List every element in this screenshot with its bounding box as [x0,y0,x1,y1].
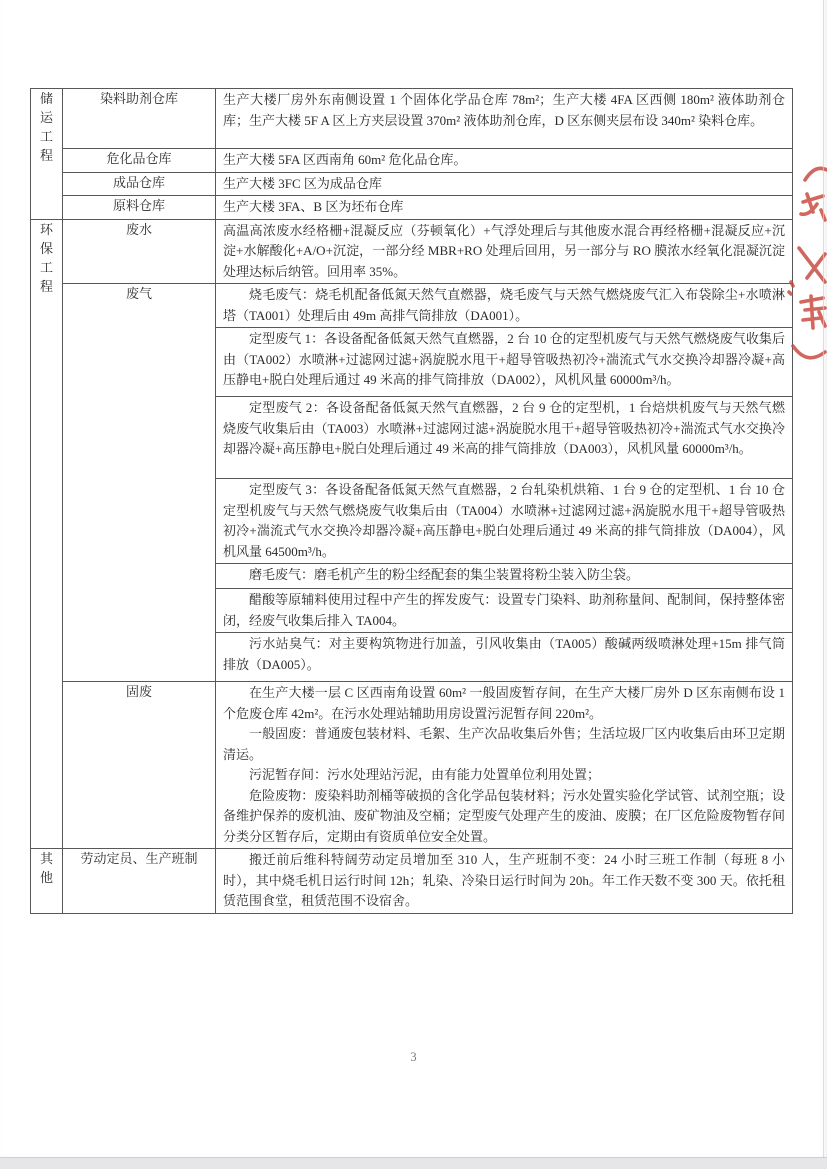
paragraph: 烧毛废气：烧毛机配备低氮天然气直燃器，烧毛废气与天然气燃烧废气汇入布袋除尘+水喷淋塔（TA001）处理后由 49m 高排气筒排放（DA001）。 [223,287,785,323]
cell-waste-gas-singeing [216,284,793,328]
table-row [31,89,793,149]
paragraph: 搬迁前后维科特阔劳动定员增加至 310 人，生产班制不变：24 小时三班工作制（每班 8 小时），其中烧毛机日运行时间 12h；轧染、冷染日运行时间为 20h。年工作天数不变 300 天。依托租赁范围食堂，租赁范围不设宿舍。 [223,852,785,908]
group-label-text: 环保工程 [39,221,53,294]
cell-waste-gas-setting-1 [216,328,793,397]
row-label-solid-waste: 固废 [63,682,216,849]
paragraph: 定型废气 2：各设备配备低氮天然气直燃器，2 台 9 仓的定型机，1 台焙烘机废气与天然气燃烧废气收集后由（TA003）水喷淋+过滤网过滤+涡旋脱水甩干+超导管吸热初冷+湍流式气水交换冷却器冷凝+高压静电+脱白处理后通过 49 米高的排气筒排放（DA003），风机风量 60000m³/h。 [223,400,785,456]
paragraph: 一般固废：普通废包装材料、毛絮、生产次品收集后外售；生活垃圾厂区内收集后由环卫定期清运。 [223,726,785,762]
cell-wastewater [216,219,793,284]
cell-solid-waste [216,682,793,849]
group-label-storage-transport [31,89,63,220]
cell-waste-gas-sewage-odor [216,633,793,682]
page-number: 3 [410,1050,417,1064]
paragraph: 定型废气 3：各设备配备低氮天然气直燃器，2 台轧染机烘箱、1 台 9 仓的定型机、1 台 10 仓定型机废气与天然气燃烧废气收集后由（TA004）水喷淋+过滤网过滤+涡旋脱水甩干+超导管吸热初冷+湍流式气水交换冷却器冷凝+高压静电+脱白处理后通过 49 米高的排气筒排放（DA004），风机风量 64500m³/h。 [223,482,785,559]
row-label-wastewater: 废水 [63,219,216,284]
paragraph: 磨毛废气：磨毛机产生的粉尘经配套的集尘装置将粉尘装入防尘袋。 [249,567,640,582]
table-row [31,284,793,328]
cell-waste-gas-setting-2 [216,397,793,479]
table-row [31,172,793,196]
red-seal-stamp-partial [787,150,827,382]
group-label-environmental-protection [31,219,63,849]
cell-waste-gas-setting-3 [216,479,793,564]
group-label-text: 其他 [39,851,53,885]
row-label-raw-material-warehouse: 原料仓库 [63,196,216,220]
table-row [31,149,793,173]
table-row [31,196,793,220]
table-row [31,682,793,849]
project-overview-table [30,88,793,914]
paragraph: 生产大楼 5FA 区西南角 60m² 危化品仓库。 [223,152,467,167]
paragraph: 污水站臭气：对主要构筑物进行加盖，引风收集由（TA005）酸碱两级喷淋处理+15m 排气筒排放（DA005）。 [223,636,785,672]
cell-finished-goods-warehouse [216,172,793,196]
paper-bottom-edge [0,1157,827,1169]
paragraph: 定型废气 1：各设备配备低氮天然气直燃器，2 台 10 仓的定型机废气与天然气燃烧废气收集后由（TA002）水喷淋+过滤网过滤+涡旋脱水甩干+超导管吸热初冷+湍流式气水交换冷却器冷凝+高压静电+脱白处理后通过 49 米高的排气筒排放（DA002），风机风量 60000m³/h。 [223,331,785,387]
table-row [31,219,793,284]
paragraph: 危险废物：废染料助剂桶等破损的含化学品包装材料；污水处置实验化学试管、试剂空瓶；设备维护保养的废机油、废矿物油及空桶；定型废气处理产生的废油、废膜；在厂区危险废物暂存间分类分区暂存后，定期由有资质单位安全处置。 [223,787,785,844]
paragraph: 生产大楼 3FA、B 区为坯布仓库 [223,199,404,214]
cell-labor-staffing [216,849,793,914]
paragraph: 生产大楼 3FC 区为成品仓库 [223,175,382,191]
row-label-finished-goods-warehouse: 成品仓库 [63,172,216,196]
row-label-hazardous-chemicals-warehouse: 危化品仓库 [63,149,216,173]
cell-hazardous-chemicals-warehouse [216,149,793,173]
paragraph: 在生产大楼一层 C 区西南角设置 60m² 一般固废暂存间，在生产大楼厂房外 D 区东南侧布设 1 个危废仓库 42m²。在污水处理站辅助用房设置污泥暂存间 220m²。 [223,685,785,721]
table-row [31,849,793,914]
row-label-waste-gas: 废气 [63,284,216,682]
cell-raw-material-warehouse [216,196,793,220]
paragraph: 污泥暂存间：污水处理站污泥，由有能力处置单位利用处置； [249,767,601,782]
row-label-dye-auxiliary-warehouse: 染料助剂仓库 [63,89,216,149]
paper-right-edge [823,0,824,1158]
row-label-labor-staffing: 劳动定员、生产班制 [63,849,216,914]
cell-dye-auxiliary-warehouse [216,89,793,149]
cell-waste-gas-acetic-acid [216,589,793,633]
paragraph: 生产大楼厂房外东南侧设置 1 个固体化学品仓库 78m²；生产大楼 4FA 区西侧 180m² 液体助剂仓库；生产大楼 5F A 区上方夹层设置 370m² 液体助剂仓库，D 区东侧夹层布设 340m² 染料仓库。 [223,92,785,128]
paragraph: 高温高浓废水经格栅+混凝反应（芬顿氧化）+气浮处理后与其他废水混合再经格栅+混凝反应+沉淀+水解酸化+A/O+沉淀，一部分经 MBR+RO 处理后回用，另一部分与 RO 膜浓水经氧化混凝沉淀处理达标后纳管。回用率 35%。 [223,222,785,279]
group-label-text: 储运工程 [39,91,53,163]
paragraph: 醋酸等原辅料使用过程中产生的挥发废气：设置专门染料、助剂称量间、配制间，保持整体密闭，经废气收集后排入 TA004。 [223,592,785,628]
group-label-other [31,849,63,914]
cell-waste-gas-sanding [216,564,793,589]
